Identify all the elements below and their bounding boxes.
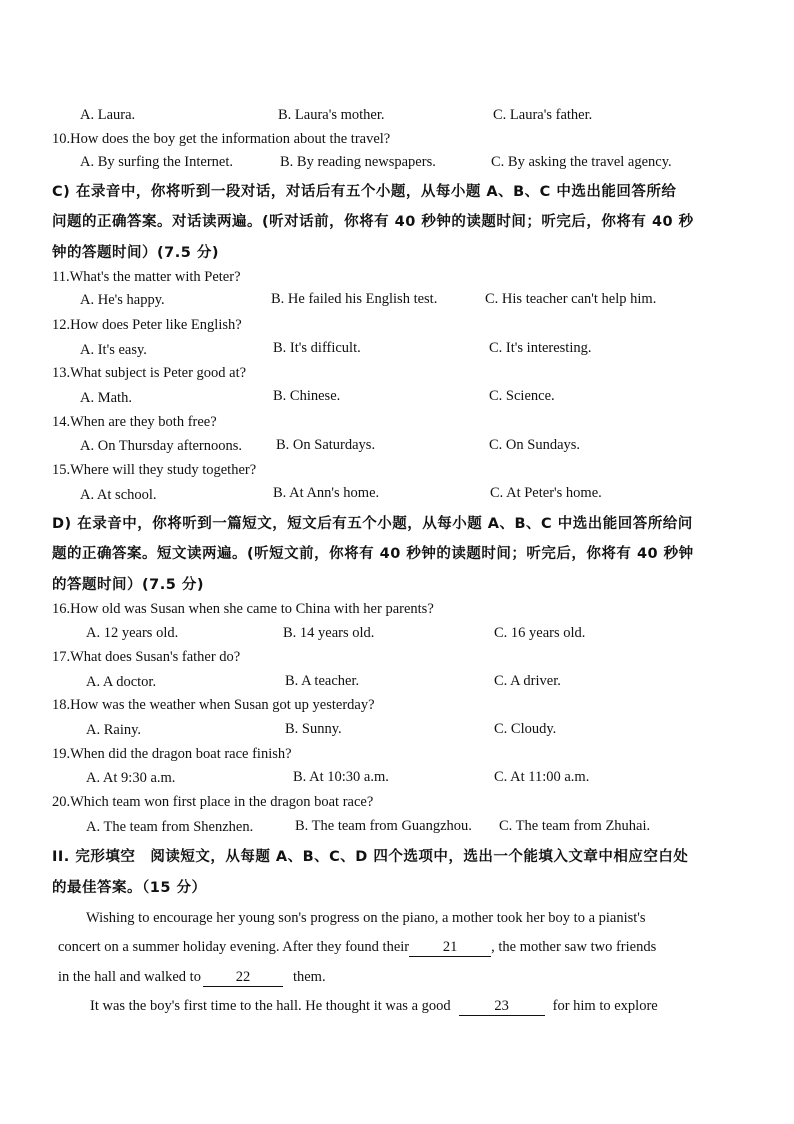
- question-stem: 18.How was the weather when Susan got up yesterday?: [52, 697, 375, 713]
- passage-text: It was the boy's first time to the hall. He thought it was a good: [90, 998, 451, 1014]
- option-c: C. It's interesting.: [489, 340, 592, 356]
- question-stem: 13.What subject is Peter good at?: [52, 365, 247, 381]
- passage-text: concert on a summer holiday evening. After they found their: [58, 939, 410, 955]
- option-b: B. It's difficult.: [273, 340, 361, 356]
- section-ii-instruction: II. 完形填空 阅读短文，从每题 A、B、C、D 四个选项中，选出一个能填入文章中相应空白处: [52, 849, 689, 865]
- question-stem: 15.Where will they study together?: [52, 462, 257, 478]
- question-stem: 14.When are they both free?: [52, 414, 217, 430]
- question-stem: 20.Which team won first place in the dragon boat race?: [52, 794, 374, 810]
- section-c-instruction: C) 在录音中，你将听到一段对话，对话后有五个小题，从每小题 A、B、C 中选出能回答所给: [52, 184, 677, 200]
- section-c-instruction: 问题的正确答案。对话读两遍。(听对话前，你将有 40 秒钟的读题时间；听完后，你将有 40 秒: [52, 214, 694, 230]
- question-stem: 11.What's the matter with Peter?: [52, 269, 241, 285]
- option-c: C. Cloudy.: [494, 721, 557, 737]
- passage-line: [58, 968, 326, 987]
- blank-21: 21: [409, 938, 491, 957]
- option-b: B. At Ann's home.: [273, 485, 380, 501]
- blank-23: 23: [459, 997, 545, 1016]
- question-stem: 17.What does Susan's father do?: [52, 649, 241, 665]
- option-b: B. On Saturdays.: [276, 437, 376, 453]
- option-a: A. At 9:30 a.m.: [86, 770, 176, 786]
- passage-text: in the hall and walked to: [58, 969, 201, 985]
- option-c: C. At 11:00 a.m.: [494, 769, 590, 785]
- option-a: A. The team from Shenzhen.: [86, 819, 254, 835]
- option-a: A. On Thursday afternoons.: [80, 438, 243, 454]
- option-c: C. Laura's father.: [493, 107, 593, 123]
- option-a: A. 12 years old.: [86, 625, 179, 641]
- passage-text: , the mother saw two friends: [491, 939, 657, 955]
- passage-text: for him to explore: [552, 998, 658, 1014]
- option-b: B. The team from Guangzhou.: [295, 818, 472, 834]
- option-b: B. Chinese.: [273, 388, 341, 404]
- option-a: A. Laura.: [80, 107, 136, 123]
- option-b: B. He failed his English test.: [271, 291, 438, 307]
- section-d-instruction: 的答题时间）(7.5 分): [52, 577, 204, 593]
- option-c: C. His teacher can't help him.: [485, 291, 657, 307]
- question-stem: 19.When did the dragon boat race finish?: [52, 746, 292, 762]
- option-c: C. On Sundays.: [489, 437, 581, 453]
- section-d-instruction: 题的正确答案。短文读两遍。(听短文前，你将有 40 秒钟的读题时间；听完后，你将有 40 秒钟: [52, 546, 694, 562]
- option-c: C. The team from Zhuhai.: [499, 818, 651, 834]
- option-b: B. 14 years old.: [283, 625, 375, 641]
- option-a: A. At school.: [80, 487, 157, 503]
- question-stem: 16.How old was Susan when she came to China with her parents?: [52, 601, 434, 617]
- section-d-instruction: D) 在录音中，你将听到一篇短文，短文后有五个小题，从每小题 A、B、C 中选出能回答所给问: [52, 516, 693, 532]
- option-b: B. By reading newspapers.: [280, 154, 436, 170]
- passage-line: [90, 997, 658, 1016]
- option-b: B. Laura's mother.: [278, 107, 385, 123]
- section-ii-instruction: 的最佳答案。（15 分）: [52, 880, 207, 896]
- question-stem: 12.How does Peter like English?: [52, 317, 242, 333]
- option-a: A. A doctor.: [86, 674, 157, 690]
- question-stem: 10.How does the boy get the information about the travel?: [52, 131, 391, 147]
- option-c: C. Science.: [489, 388, 555, 404]
- passage-text: them.: [292, 969, 326, 985]
- option-b: B. A teacher.: [285, 673, 360, 689]
- section-c-instruction: 钟的答题时间）(7.5 分): [52, 245, 219, 261]
- passage-line: [58, 938, 656, 957]
- option-a: A. Rainy.: [86, 722, 142, 738]
- option-a: A. It's easy.: [80, 342, 147, 358]
- option-c: C. A driver.: [494, 673, 561, 689]
- option-a: A. Math.: [80, 390, 132, 406]
- option-c: C. 16 years old.: [494, 625, 586, 641]
- option-a: A. By surfing the Internet.: [80, 154, 234, 170]
- option-a: A. He's happy.: [80, 292, 165, 308]
- option-c: C. At Peter's home.: [490, 485, 602, 501]
- option-b: B. Sunny.: [285, 721, 342, 737]
- passage-line: Wishing to encourage her young son's progress on the piano, a mother took her boy to a pianist's: [86, 910, 646, 926]
- option-c: C. By asking the travel agency.: [491, 154, 672, 170]
- option-b: B. At 10:30 a.m.: [293, 769, 389, 785]
- blank-22: 22: [203, 968, 283, 987]
